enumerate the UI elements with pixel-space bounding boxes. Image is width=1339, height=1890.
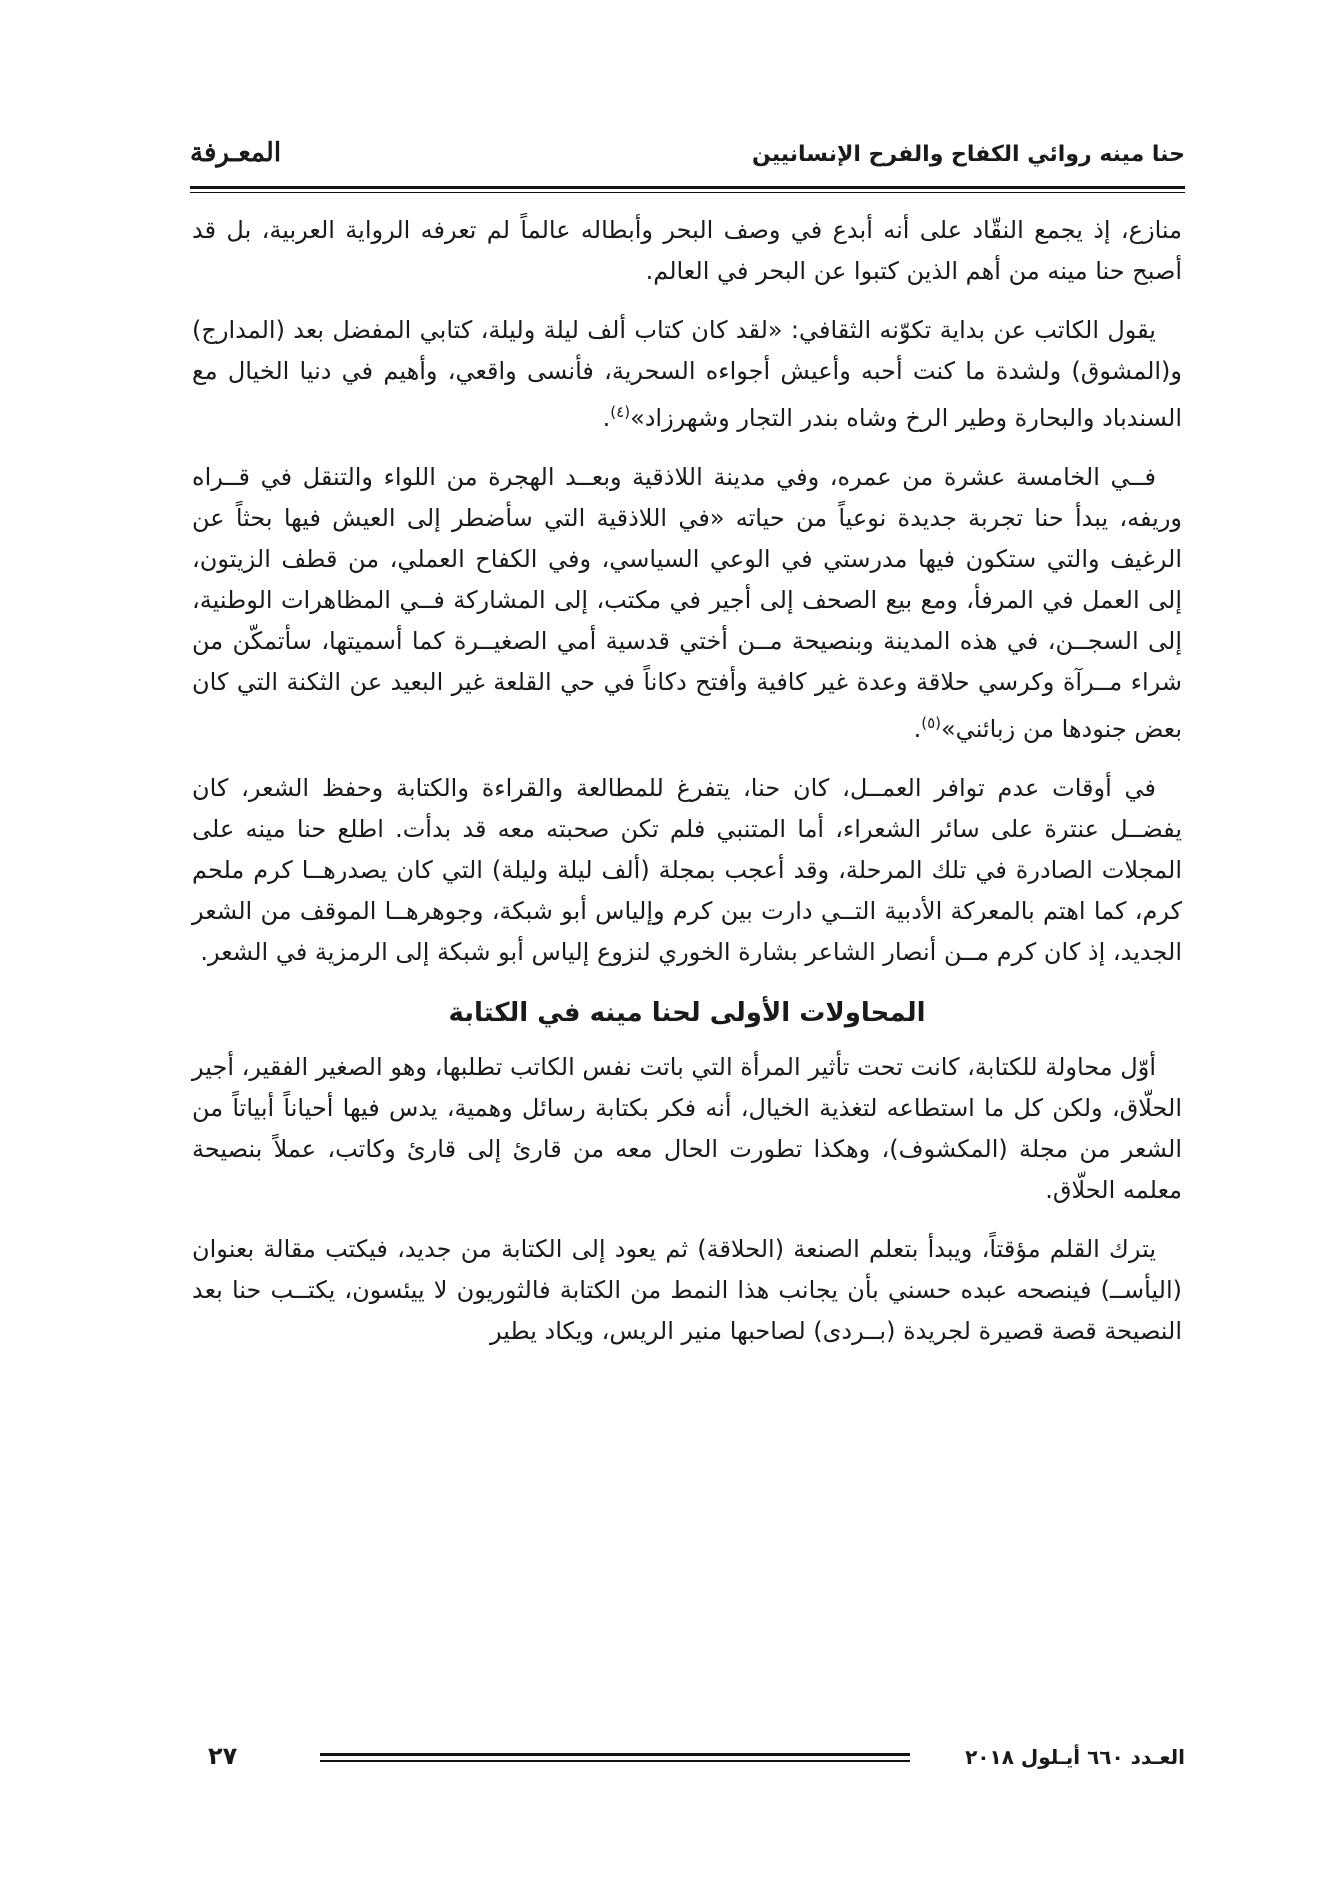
header-rule [190,186,1185,189]
article-running-title: حنا مينه روائي الكفاح والفرح الإنسانيين [752,142,1185,167]
issue-info: العـدد ٦٦٠ أيـلول ٢٠١٨ [965,1745,1185,1769]
footnote-ref-5: (٥) [921,714,941,732]
page-footer [190,1742,1185,1782]
paragraph-3-text: فــي الخامسة عشرة من عمره، وفي مدينة اللاذقية وبعــد الهجرة من اللواء والتنقل في قــراه وريفه، يبدأ حنا تجربة جديدة نوعياً من حياته «في اللاذقية التي سأضطر إلى العيش فيها بحثاً عن الرغيف والتي ستكون فيها مدرستي في الوعي السياسي، وفي الكفاح العملي، من قطف الزيتون، إلى العمل في المرفأ، ومع بيع الصحف إلى أجير في مكتب، إلى المشاركة فــي المظاهرات الوطنية، إلى السجــن، في هذه المدينة وبنصيحة مــن أختي قدسية أمي الصغيــرة كما أسميتها، سأتمكّن من شراء مــرآة وكرسي حلاقة وعدة غير كافية وأفتح دكاناً في حي القلعة غير البعيد عن الثكنة التي كان بعض جنودها من زبائني» [192,463,1182,743]
paragraph-4 [192,768,1182,973]
paragraph-2: يقول الكاتب عن بداية تكوّنه الثقافي: «لقد كان كتاب ألف ليلة وليلة، كتابي المفضل بعد (المدارج) و(المشوق) ولشدة ما كنت أحبه وأعيش أجواءه السحرية، فأنسى واقعي، وأهيم في دنيا الخيال مع السندباد والبحارة وطير الرخ وشاه بندر التجار وشهرزاد»$^{(٤)}$. [192,316,1182,432]
footer-rule-thin [320,1760,910,1762]
header-rule-thin [190,192,1185,193]
paragraph-5 [192,1047,1182,1211]
paragraph-5-text: أوّل محاولة للكتابة، كانت تحت تأثير المرأة التي باتت نفس الكاتب تطلبها، وهو الصغير الفقير، أجير الحلّاق، ولكن كل ما استطاعه لتغذية الخيال، أنه فكر بكتابة رسائل وهمية، يدس فيها أحياناً أبياتاً من الشعر من مجلة (المكشوف)، وهكذا تطورت الحال معه من قارئ إلى قارئ وكاتب، عملاً بنصيحة معلمه الحلّاق. [192,1053,1182,1204]
footer-rule [320,1753,910,1756]
footnote-ref-4: (٤) [610,403,631,421]
section-heading: المحاولات الأولى لحنا مينه في الكتابة [448,998,926,1028]
paragraph-4-text: في أوقات عدم توافر العمــل، كان حنا، يتفرغ للمطالعة والقراءة والكتابة وحفظ الشعر، كان يفضــل عنترة على سائر الشعراء، أما المتنبي فلم تكن صحبته معه قد بدأت. اطلع حنا مينه على المجلات الصادرة في تلك المرحلة، وقد أعجب بمجلة (ألف ليلة وليلة) التي كان يصدرهــا كرم ملحم كرم، كما اهتم بالمعركة الأدبية التــي دارت بين كرم وإلياس أبو شبكة، وجوهرهــا الموقف من الشعر الجديد، إذ كان كرم مــن أنصار الشاعر بشارة الخوري لنزوع إلياس أبو شبكة إلى الرمزية في الشعر. [192,774,1182,966]
running-header [190,140,1185,184]
paragraph-6-text: يترك القلم مؤقتاً، ويبدأ بتعلم الصنعة (الحلاقة) ثم يعود إلى الكتابة من جديد، فيكتب مقالة بعنوان (اليأســ) فينصحه عبده حسني بأن يجانب هذا النمط من الكتابة فالثوريون لا ييئسون، يكتــب حنا بعد النصيحة قصة قصيرة لجريدة (بــردى) لصاحبها منير الريس، ويكاد يطير [192,1235,1182,1345]
paragraph-1 [192,210,1182,292]
article-body [192,210,1182,1370]
magazine-logo: المعـرفة [190,138,282,168]
paragraph-2-text: يقول الكاتب عن بداية تكوّنه الثقافي: «لقد كان كتاب ألف ليلة وليلة، كتابي المفضل بعد (المدارج) و(المشوق) ولشدة ما كنت أحبه وأعيش أجواءه السحرية، فأنسى واقعي، وأهيم في دنيا الخيال مع السندباد والبحارة وطير الرخ وشاه بندر التجار وشهرزاد» [192,316,1182,432]
paragraph-3: فــي الخامسة عشرة من عمره، وفي مدينة اللاذقية وبعــد الهجرة من اللواء والتنقل في قــراه وريفه، يبدأ حنا تجربة جديدة نوعياً من حياته «في اللاذقية التي سأضطر إلى العيش فيها بحثاً عن الرغيف والتي ستكون فيها مدرستي في الوعي السياسي، وفي الكفاح العملي، من قطف الزيتون، إلى العمل في المرفأ، ومع بيع الصحف إلى أجير في مكتب، إلى المشاركة فــي المظاهرات الوطنية، إلى السجــن، في هذه المدينة وبنصيحة مــن أختي قدسية أمي الصغيــرة كما أسميتها، سأتمكّن من شراء مــرآة وكرسي حلاقة وعدة غير كافية وأفتح دكاناً في حي القلعة غير البعيد عن الثكنة التي كان بعض جنودها من زبائني»$^{(٥)}$. [192,463,1182,743]
paragraph-1-text: منازع، إذ يجمع النقّاد على أنه أبدع في وصف البحر وأبطاله عالماً لم تعرفه الرواية العربية، بل قد أصبح حنا مينه من أهم الذين كتبوا عن البحر في العالم. [192,216,1182,285]
paragraph-6 [192,1229,1182,1352]
page-number: ٢٧ [208,1742,238,1770]
